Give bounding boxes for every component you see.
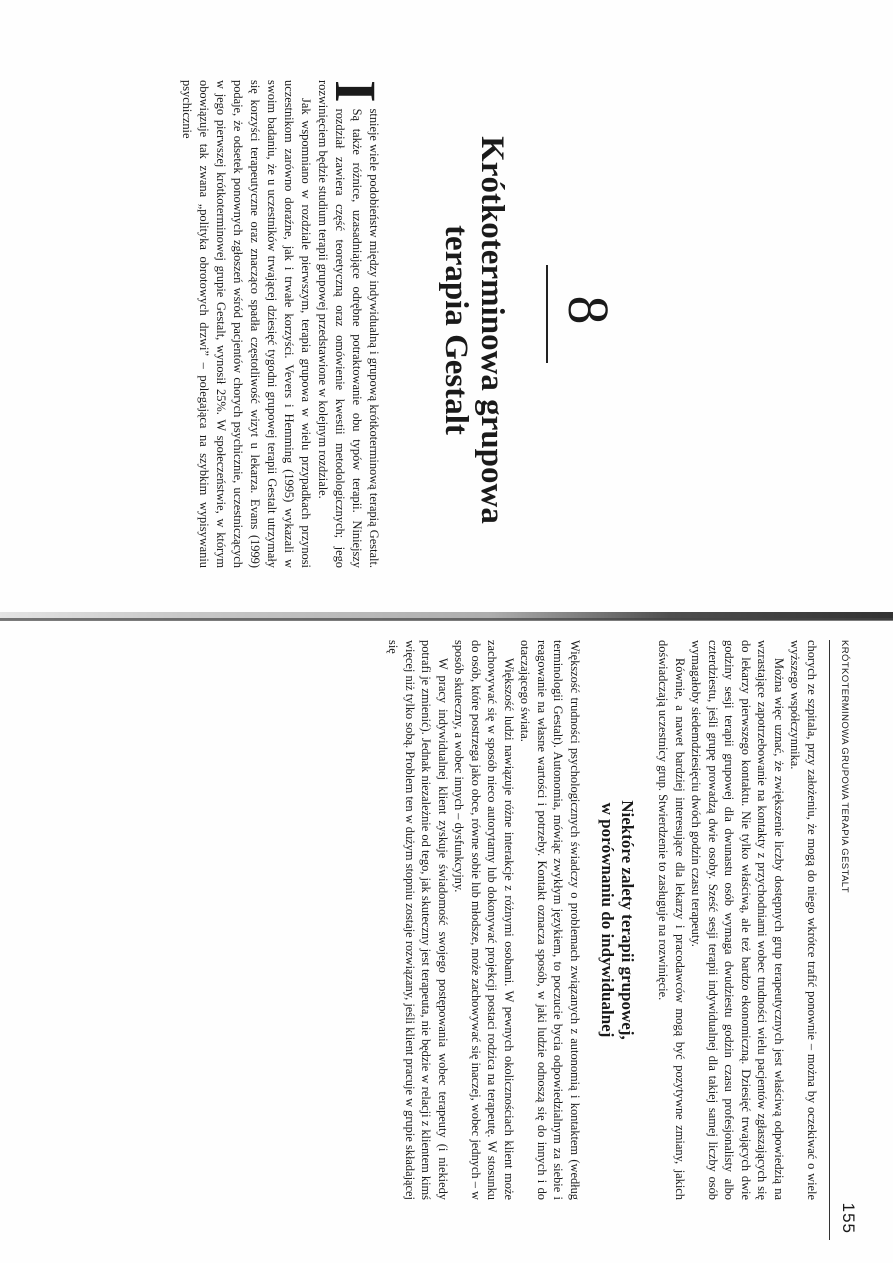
- chapter-title-line-1: Krótkoterminowa grupowa: [474, 136, 510, 524]
- chapter-paragraph: I stnieje wiele podobieństw między indywidualną i grupową krótkoterminową terapią Gestalt. Są także różnice, uzasadniające odrębne potraktowanie obu typów terapii. Niniejszy rozdział zawiera część teoretyczną oraz omówienie kwestii metodologicznych; jego rozwinięciem będzie studium terapii grupowej przedstawione w kolejnym rozdziale.: [316, 80, 388, 568]
- book-gutter-line: [0, 618, 893, 621]
- section-heading-line-1: Niektóre zalety terapii grupowej,: [618, 800, 637, 1040]
- section-heading: [597, 640, 637, 1200]
- section-heading-line-2: w porównaniu do indywidualnej: [598, 802, 617, 1038]
- chapter-paragraph: Jak wspomniano w rozdziale pierwszym, terapia grupowa w wielu przypadkach przynosi uczestnikom zarówno doraźne, jak i trwałe korzyści. Vevers i Hemming (1995) wykazali w swoim badaniu, że u uczestników trwającej dziesięć tygodni grupowej terapii Gestalt utrzymały się korzyści terapeutyczne oraz znacząco spadła częstotliwość wizyt u lekarza. Evans (1999) podaje, że odsetek ponownych zgłoszeń wśród pacjentów chorych psychicznie, uczestniczących w jego pierwszej krótkoterminowej grupie Gestalt, wynosił 25%. W społeczeństwie, w którym obowiązuje tak zwana „polityka obrotowych drzwi” – polegająca na szybkim wypisywaniu psychicznie: [180, 80, 313, 568]
- running-title: KRÓTKOTERMINOWA GRUPOWA TERAPIA GESTALT: [839, 640, 850, 893]
- drop-cap: I: [323, 80, 388, 103]
- page-body: [385, 640, 820, 1200]
- running-header: [829, 640, 860, 1240]
- chapter-number-rule: [546, 265, 548, 363]
- page-number: 155: [839, 1202, 858, 1234]
- body-paragraph: Większość trudności psychologicznych świadczy o problemach związanych z autonomią i kontaktem (według terminologii Gestalt). Autonomia, mówiąc zwykłym językiem, to poczucie bycia odpowiedzialnym za siebie i reagowanie na własne wartości i potrzeby. Kontakt oznacza sposób, w jaki ludzie odnoszą się do innych i do otaczającego świata.: [518, 640, 582, 1200]
- chapter-opening-page: [20, 50, 620, 610]
- body-paragraph: Można więc uznać, że zwiększenie liczby dostępnych grup terapeutycznych jest właściwą odpowiedzią na wzrastające zapotrzebowanie na kontakty z przychodniami wobec trudności wielu pacjentów zgłaszających się do lekarzy pierwszego kontaktu. Nie tylko właściwą, ale też bardzo ekonomiczną. Dziesięć trwających dwie godziny sesji terapii grupowej dla dwunastu osób wymaga dwudziestu godzin czasu profesjonalisty albo czterdziestu, jeśli grupę prowadzą dwie osoby. Sześć sesji terapii indywidualnej dla takiej samej liczby osób wymagałoby siedemdziesięciu dwóch godzin czasu terapeuty.: [689, 640, 786, 1200]
- chapter-title-line-2: terapia Gestalt: [438, 225, 474, 435]
- chapter-title: [438, 50, 510, 610]
- body-paragraph: W pracy indywidualnej klient zyskuje świadomość swojego postępowania wobec terapeuty (i niekiedy potrafi je zmienić). Jednak niezależnie od tego, jak skuteczny jest terapeuta, nie będzie w relacji z klientem kimś więcej niż tylko sobą. Problem ten w dużym stopniu zostaje rozwiązany, jeśli klient pracuje w grupie składającej się: [386, 640, 450, 1200]
- chapter-body: [178, 80, 388, 568]
- chapter-number: 8: [556, 295, 621, 325]
- body-paragraph: Większość ludzi nawiązuje różne interakcje z różnymi osobami. W pewnych okolicznościach klient może zachowywać się w sposób nieco autorytarny lub dokonywać projekcji postaci rodzica na terapeutę. W stosunku do osób, które postrzega jako obce, równe sobie lub młodsze, może zachowywać się inaczej, wobec jednych – w sposób skuteczny, a wobec innych – dysfunkcyjny.: [452, 640, 516, 1200]
- chapter-header: [385, 50, 620, 610]
- page-155: [240, 640, 860, 1240]
- body-paragraph: chorych ze szpitala, przy założeniu, że mogą do niego wkrótce trafić ponownie – można by oczekiwać o wiele wyższego współczynnika.: [788, 640, 819, 1200]
- body-paragraph: Równie, a nawet bardziej interesujące dla lekarzy i pracodawców mogą być pozytywne zmiany, jakich doświadczają uczestnicy grup. Stwierdzenie to zasługuje na rozwinięcie.: [656, 640, 687, 1200]
